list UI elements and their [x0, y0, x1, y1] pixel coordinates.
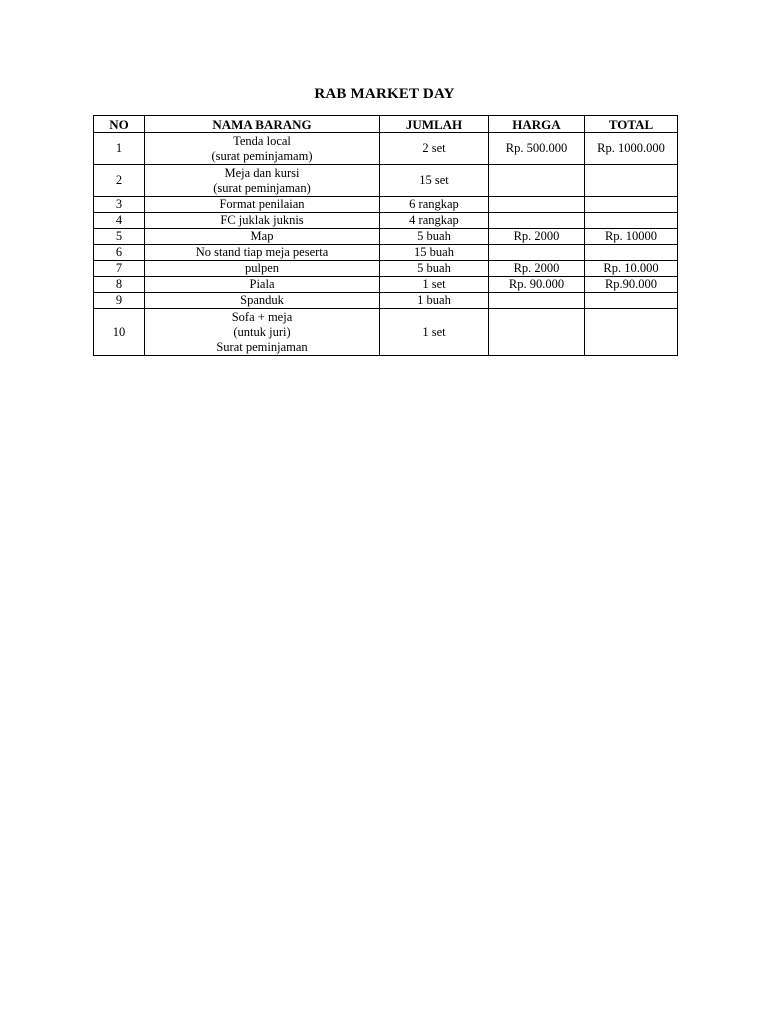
cell-jumlah: 5 buah	[380, 229, 489, 245]
cell-jumlah: 15 buah	[380, 245, 489, 261]
cell-no: 8	[94, 277, 145, 293]
cell-harga: Rp. 90.000	[489, 277, 585, 293]
cell-nama-barang: Format penilaian	[145, 197, 380, 213]
header-total: TOTAL	[585, 116, 678, 133]
table-row	[94, 229, 678, 245]
cell-nama-barang	[145, 309, 380, 356]
cell-jumlah: 15 set	[380, 165, 489, 197]
cell-harga	[489, 197, 585, 213]
cell-jumlah: 1 set	[380, 309, 489, 356]
cell-jumlah: 4 rangkap	[380, 213, 489, 229]
rab-table	[93, 115, 678, 356]
cell-no: 10	[94, 309, 145, 356]
cell-nama-barang: Spanduk	[145, 293, 380, 309]
cell-jumlah: 5 buah	[380, 261, 489, 277]
cell-nama-line: (surat peminjaman)	[213, 180, 311, 195]
cell-no: 7	[94, 261, 145, 277]
header-nama-barang: NAMA BARANG	[145, 116, 380, 133]
table-row	[94, 261, 678, 277]
cell-no: 9	[94, 293, 145, 309]
table-header-row	[94, 116, 678, 133]
cell-total	[585, 309, 678, 356]
cell-nama-barang: No stand tiap meja peserta	[145, 245, 380, 261]
cell-harga	[489, 293, 585, 309]
cell-nama-line: Surat peminjaman	[216, 339, 308, 354]
table-row	[94, 245, 678, 261]
cell-total	[585, 165, 678, 197]
cell-harga	[489, 213, 585, 229]
cell-nama-line: Tenda local	[233, 133, 291, 148]
cell-nama-line: (surat peminjamam)	[211, 148, 313, 163]
cell-no: 5	[94, 229, 145, 245]
cell-total: Rp. 10.000	[585, 261, 678, 277]
document-title: RAB MARKET DAY	[314, 86, 455, 102]
cell-total: Rp. 10000	[585, 229, 678, 245]
header-jumlah: JUMLAH	[380, 116, 489, 133]
cell-no: 3	[94, 197, 145, 213]
cell-jumlah: 2 set	[380, 133, 489, 165]
cell-nama-barang: Piala	[145, 277, 380, 293]
cell-nama-barang: pulpen	[145, 261, 380, 277]
cell-nama-line: (untuk juri)	[233, 324, 291, 339]
cell-harga: Rp. 2000	[489, 261, 585, 277]
cell-harga: Rp. 2000	[489, 229, 585, 245]
cell-jumlah: 1 buah	[380, 293, 489, 309]
cell-harga: Rp. 500.000	[489, 133, 585, 165]
cell-total	[585, 197, 678, 213]
cell-nama-line: Sofa + meja	[231, 309, 293, 324]
cell-no: 4	[94, 213, 145, 229]
cell-total: Rp. 1000.000	[585, 133, 678, 165]
cell-total	[585, 245, 678, 261]
table-row	[94, 133, 678, 165]
cell-harga	[489, 245, 585, 261]
cell-total: Rp.90.000	[585, 277, 678, 293]
table-row	[94, 309, 678, 356]
table-row	[94, 197, 678, 213]
table-row	[94, 213, 678, 229]
header-harga: HARGA	[489, 116, 585, 133]
header-no: NO	[94, 116, 145, 133]
table-row	[94, 277, 678, 293]
cell-nama-barang	[145, 165, 380, 197]
cell-nama-barang	[145, 133, 380, 165]
table-row	[94, 293, 678, 309]
cell-harga	[489, 165, 585, 197]
cell-total	[585, 213, 678, 229]
cell-nama-barang: Map	[145, 229, 380, 245]
cell-nama-line: Meja dan kursi	[224, 165, 300, 180]
cell-no: 6	[94, 245, 145, 261]
cell-total	[585, 293, 678, 309]
cell-jumlah: 6 rangkap	[380, 197, 489, 213]
cell-jumlah: 1 set	[380, 277, 489, 293]
cell-no: 1	[94, 133, 145, 165]
cell-harga	[489, 309, 585, 356]
cell-nama-barang: FC juklak juknis	[145, 213, 380, 229]
cell-no: 2	[94, 165, 145, 197]
table-row	[94, 165, 678, 197]
